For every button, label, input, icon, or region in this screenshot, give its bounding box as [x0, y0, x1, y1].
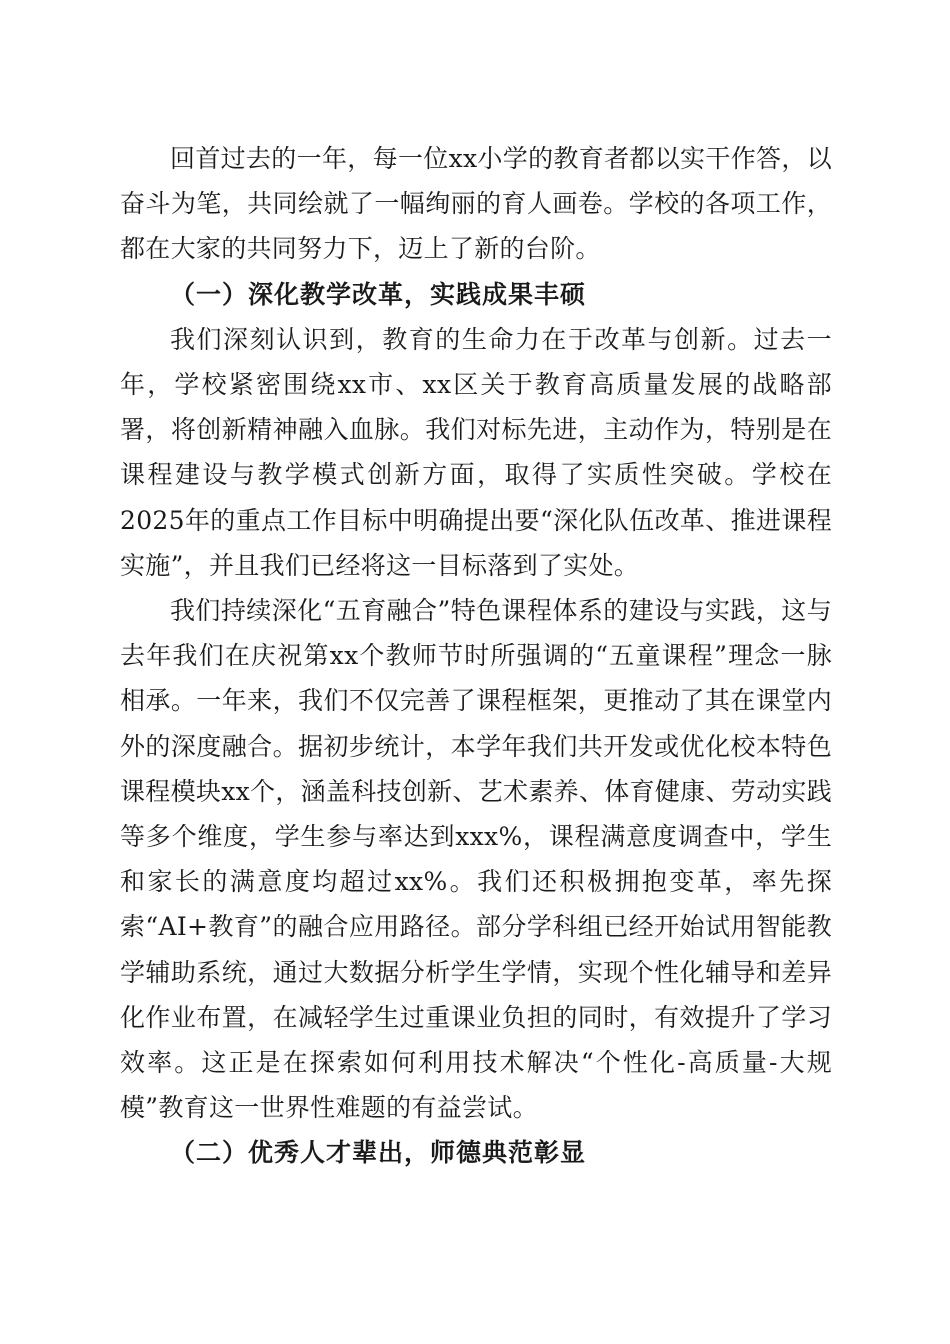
paragraph-curriculum: 我们持续深化“五育融合”特色课程体系的建设与实践，这与去年我们在庆祝第xx个教师节时所强调的“五童课程”理念一脉相承。一年来，我们不仅完善了课程框架，更推动了其在课堂内外的深度融合。据初步统计，本学年我们共开发或优化校本特色课程模块xx个，涵盖科技创新、艺术素养、体育健康、劳动实践等多个维度，学生参与率达到xxx%，课程满意度调查中，学生和家长的满意度均超过xx%。我们还积极拥抱变革，率先探索“AI+教育”的融合应用路径。部分学科组已经开始试用智能教学辅助系统，通过大数据分析学生学情，实现个性化辅导和差异化作业布置，在减轻学生过重课业负担的同时，有效提升了学习效率。这正是在探索如何利用技术解决“个性化-高质量-大规模”教育这一世界性难题的有益尝试。	[120, 596, 832, 1123]
section-heading-2: （二）优秀人才辈出，师德典范彰显	[170, 1138, 587, 1168]
paragraph-intro: 回首过去的一年，每一位xx小学的教育者都以实干作答，以奋斗为笔，共同绘就了一幅绚丽的育人画卷。学校的各项工作，都在大家的共同努力下，迈上了新的台阶。	[120, 144, 832, 264]
section-heading-1: （一）深化教学改革，实践成果丰硕	[170, 279, 587, 309]
document-body	[120, 136, 832, 1176]
paragraph-teaching-reform: 我们深刻认识到，教育的生命力在于改革与创新。过去一年，学校紧密围绕xx市、xx区关于教育高质量发展的战略部署，将创新精神融入血脉。我们对标先进，主动作为，特别是在课程建设与教学模式创新方面，取得了实质性突破。学校在2025年的重点工作目标中明确提出要“深化队伍改革、推进课程实施”，并且我们已经将这一目标落到了实处。	[120, 324, 832, 580]
